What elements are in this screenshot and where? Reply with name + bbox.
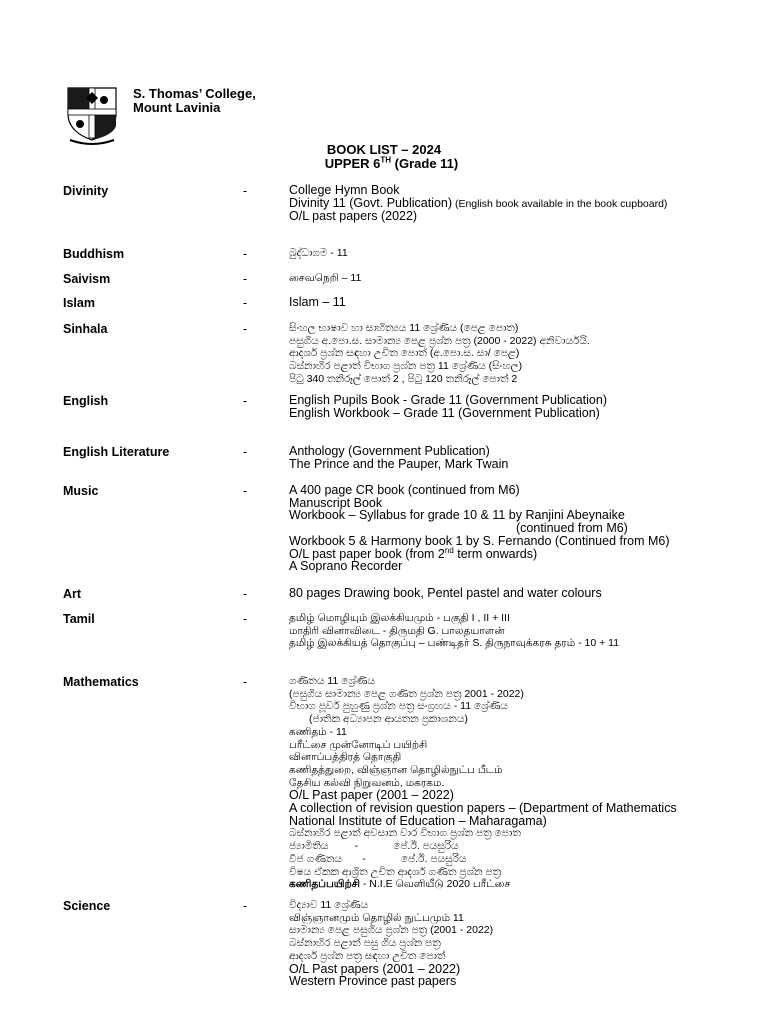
school-name: [133, 87, 256, 115]
book-item: O/L past paper book (from 2nd term onwards): [289, 545, 538, 561]
school-name-line1: S. Thomas’ College,: [133, 86, 256, 101]
book-item: විද්‍යාව 11 ශ්‍රේණිය: [289, 899, 369, 911]
book-item: O/L Past paper (2001 – 2022): [289, 788, 454, 803]
separator-dash: -: [243, 587, 248, 601]
subject-name: Science: [63, 899, 111, 913]
book-item: Islam – 11: [289, 295, 346, 309]
book-item: (ජාතික අධ්‍යාපන ආයතන ප්‍රකාශනය): [309, 713, 468, 726]
book-item: மாதிரி வினாவிடை - திருமதி G. பாலதயாளன்: [289, 624, 505, 637]
separator-dash: -: [243, 675, 248, 689]
separator-dash: -: [243, 394, 248, 408]
book-items: [289, 184, 759, 223]
book-items: [289, 272, 759, 285]
separator-dash: -: [243, 272, 248, 286]
book-items: [289, 587, 759, 600]
book-item: සාමාන්‍ය පෙළ පසුගිය ප්‍රශ්න පත්‍ර (2001 - 2022): [289, 924, 494, 937]
book-item: ආදර්ශ ප්‍රශ්න පත්‍ර සඳහා උචිත පොත්: [289, 949, 446, 962]
book-item: ගණිතය 11 ශ්‍රේණිය: [289, 675, 376, 687]
book-item: விஞ்ஞானமும் தொழில் நுட்பமும் 11: [289, 911, 464, 924]
book-item: National Institute of Education – Maharagama): [289, 813, 547, 828]
book-item: බුද්ධාගම - 11: [289, 247, 348, 259]
separator-dash: -: [243, 247, 248, 261]
subject-name: Art: [63, 587, 82, 601]
subject-name: English: [63, 394, 109, 408]
book-item: கணிதம் - 11: [289, 725, 347, 738]
book-items: [289, 247, 759, 260]
book-item: English Pupils Book - Grade 11 (Government Publication): [289, 393, 607, 407]
separator-dash: -: [243, 322, 248, 336]
book-item: පිටු 340 තනිරූල් පොත් 2 , පිටු 120 තනිරූල් පොත් 2: [289, 372, 518, 385]
book-item: බස්නාහිර පළාත් පසු ගිය ප්‍රශ්න පත්‍ර: [289, 937, 441, 950]
book-item: 80 pages Drawing book, Pentel pastel and water colours: [289, 586, 602, 600]
subject-name: Mathematics: [63, 675, 139, 689]
separator-dash: -: [243, 445, 248, 459]
school-name-line2: Mount Lavinia: [133, 100, 221, 115]
book-item: O/L Past papers (2001 – 2022): [289, 961, 461, 976]
book-item: A collection of revision question papers – (Department of Mathematics: [289, 801, 677, 816]
book-item: The Prince and the Pauper, Mark Twain: [289, 456, 509, 471]
book-item: පසුගිය අ.පො.ස. සාමාන්‍ය පෙළ ප්‍රශ්න පත්‍ර (2000 - 2022) අනිවාර්යයි.: [289, 334, 590, 347]
subject-name: Saivism: [63, 272, 111, 286]
book-item: A 400 page CR book (continued from M6): [289, 483, 520, 497]
book-item: வினாப்பத்திரத் தொகுதி: [289, 751, 402, 764]
book-item: බස්නාහිර පළාත් විභාග ප්‍රශ්න පත්‍ර 11 ශ්‍රේණිය (සිංහල): [289, 360, 523, 373]
book-item: கணிதப்பயிற்சி - N.I.E வெளியீடு 2020 பரீட்சை: [289, 878, 511, 891]
book-items: [289, 612, 759, 650]
subject-name: Divinity: [63, 184, 109, 198]
book-item: ආදර්ශ ප්‍රශ්න සඳහා උචිත පොත් (අ.පො.ස. සා/ පෙළ): [289, 347, 520, 360]
book-item: தமிழ் இலக்கியத் தொகுப்பு – பண்டிதர் S. திருநாவுக்கரசு தரம் - 10 + 11: [289, 637, 620, 650]
book-item: தேசிய கல்வி நிறுவனம், மகரகம.: [289, 776, 445, 789]
separator-dash: -: [243, 184, 248, 198]
book-items: [289, 322, 759, 386]
book-item: (continued from M6): [516, 521, 628, 536]
book-item: Divinity 11 (Govt. Publication) (English book available in the book cupboard): [289, 195, 668, 210]
separator-dash: -: [243, 296, 248, 310]
book-item: බස්නාහිර පළාත් අවසාන වාර විභාග ප්‍රශ්න පත්‍ර පොත: [289, 827, 521, 840]
subject-name: Sinhala: [63, 322, 108, 336]
book-item: English Workbook – Grade 11 (Government Publication): [289, 405, 600, 420]
book-item: Western Province past papers: [289, 974, 457, 989]
book-item: Anthology (Government Publication): [289, 444, 490, 458]
book-items: [289, 296, 759, 309]
book-item: Workbook – Syllabus for grade 10 & 11 by Ranjini Abeynaike: [289, 508, 625, 523]
book-items: [289, 675, 759, 891]
subject-name: Islam: [63, 296, 95, 310]
separator-dash: -: [243, 612, 248, 626]
book-items: [289, 899, 759, 988]
subject-name: Buddhism: [63, 247, 125, 261]
book-item: சைவநெறி – 11: [289, 272, 362, 284]
book-item: Manuscript Book: [289, 495, 383, 510]
book-item: O/L past papers (2022): [289, 209, 418, 224]
book-items: [289, 445, 759, 470]
book-item: විභාග පූර්ව පුහුණු ප්‍රශ්න පත්‍ර සංග්‍රහය - 11 ශ්‍රේණිය: [289, 700, 508, 713]
separator-dash: -: [243, 899, 248, 913]
book-item: සිංහල භාෂාව හා සාහිත්‍යය 11 ශ්‍රේණිය (පෙළ පොත): [289, 322, 519, 334]
subject-name: Tamil: [63, 612, 95, 626]
book-item: A Soprano Recorder: [289, 559, 403, 574]
separator-dash: -: [243, 484, 248, 498]
college-crest-logo: [64, 84, 120, 146]
book-list-title: BOOK LIST – 2024: [326, 142, 442, 157]
book-item: College Hymn Book: [289, 183, 400, 197]
book-item: වීජ ගණිතය - පේ.ඊ. පයසුරිය: [289, 852, 467, 865]
book-item: විෂය ඒකක ආශ්‍රිත උචිත ආදර්ශ ගණිත ප්‍රශ්න පත්‍ර: [289, 865, 502, 878]
book-item: தமிழ் மொழியும் இலக்கியமும் - பகுதி I , II + III: [289, 612, 510, 624]
book-item: (පසුගිය සාමාන්‍ය පෙළ ගණිත ප්‍රශ්න පත්‍ර 2001 - 2022): [289, 687, 524, 700]
subject-name: English Literature: [63, 445, 170, 459]
book-item: Workbook 5 & Harmony book 1 by S. Fernando (Continued from M6): [289, 533, 670, 548]
document-title: [0, 143, 768, 171]
book-item: ජ්‍යාමිතිය - පේ.ඊ. පයසුරිය: [289, 840, 459, 853]
grade-title: UPPER 6TH (Grade 11): [324, 155, 459, 171]
book-item: கணிதத்துறை, விஞ்ஞான தொழில்நுட்ப பீடம்: [289, 763, 503, 776]
book-items: [289, 394, 759, 419]
book-items: [289, 484, 759, 573]
book-item: பரீட்சை முன்னோடிப் பயிற்சி: [289, 738, 428, 751]
subject-name: Music: [63, 484, 99, 498]
